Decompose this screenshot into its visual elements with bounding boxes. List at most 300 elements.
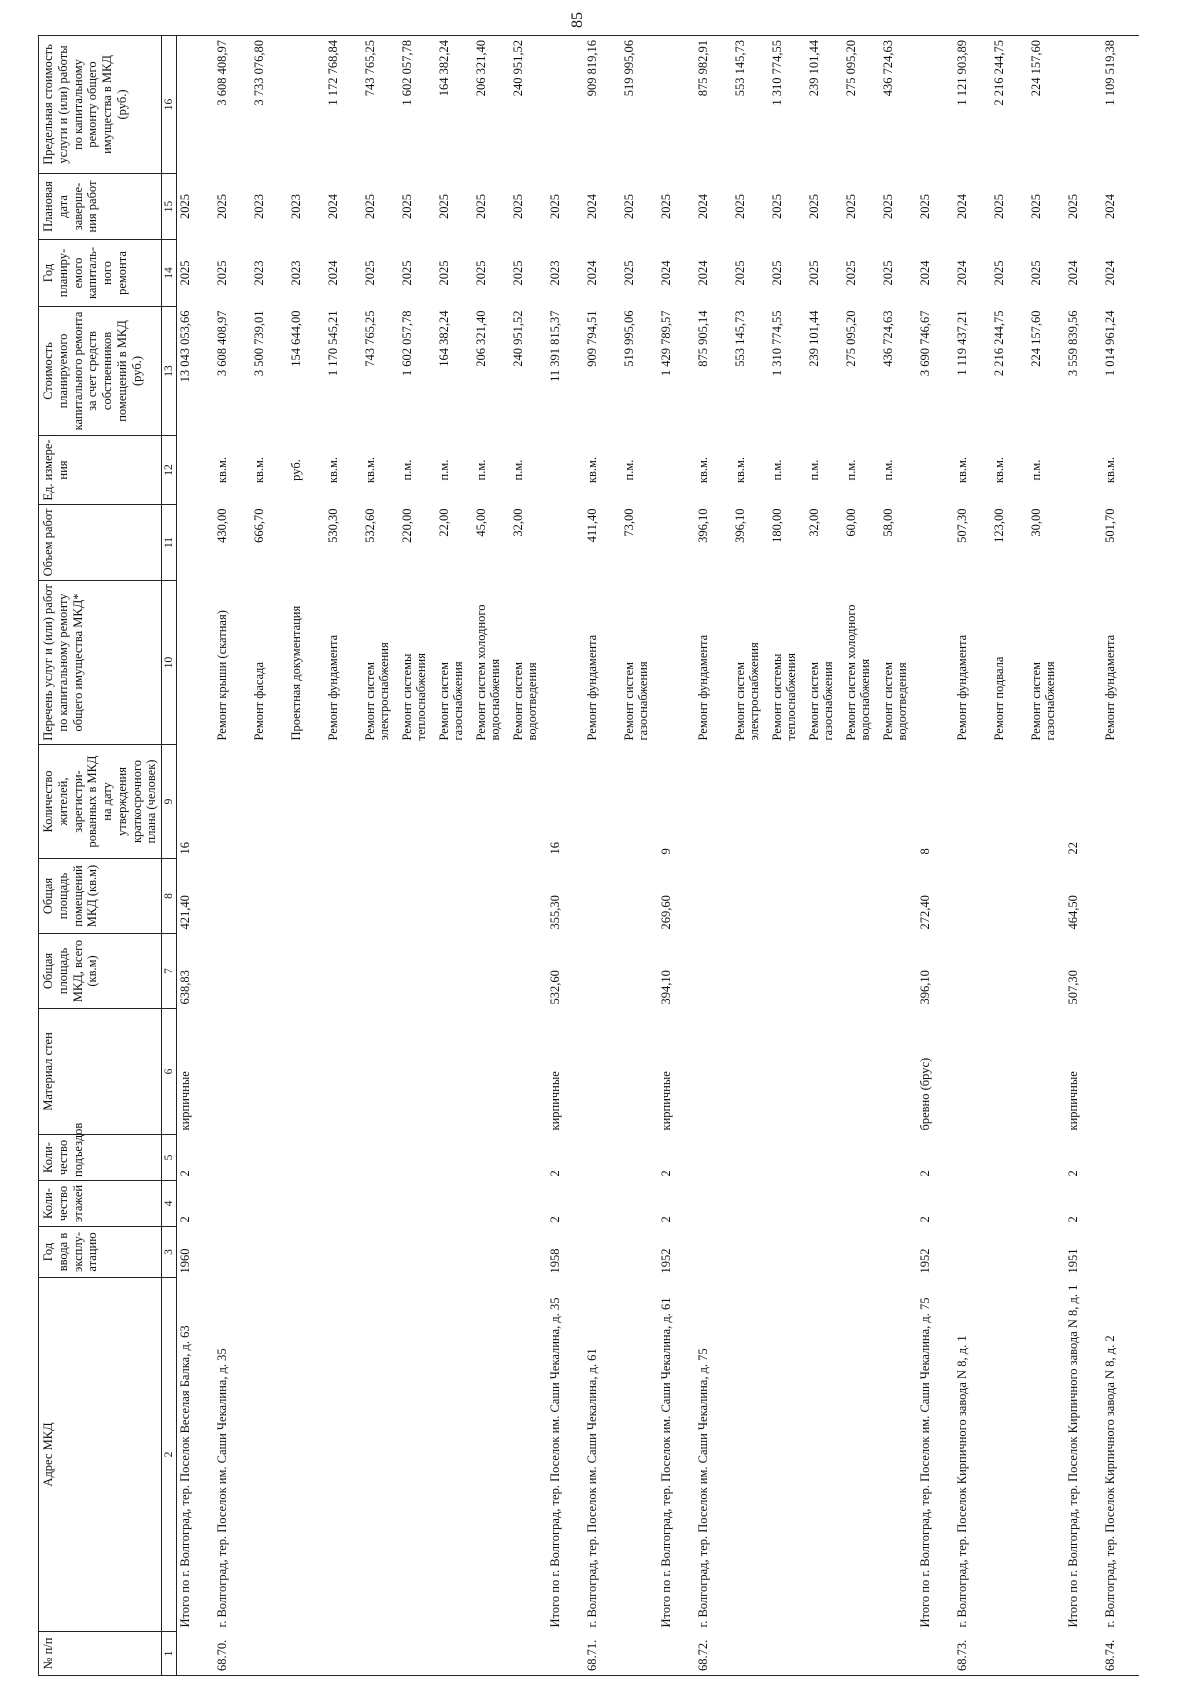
cell-col-14: 2025 xyxy=(474,260,488,286)
cell-col-7 xyxy=(214,934,251,1009)
cell-col-6 xyxy=(436,1009,473,1135)
cell-col-2: г. Волгоград, тер. Поселок им. Саши Чекалина, д. 61 xyxy=(585,1348,599,1628)
cell-col-16: 875 982,91 xyxy=(695,36,732,174)
cell-col-9: 9 xyxy=(659,848,673,855)
cell-col-15: 2025 xyxy=(474,194,488,219)
cell-col-7 xyxy=(362,934,399,1009)
cell-col-6 xyxy=(584,1009,621,1135)
cell-col-6 xyxy=(695,1009,732,1135)
cell-col-5 xyxy=(1028,1135,1065,1181)
cell-col-7 xyxy=(436,934,473,1009)
cell-col-16: 743 765,25 xyxy=(362,36,399,174)
cell-col-14: 2025 xyxy=(881,260,895,286)
cell-col-9 xyxy=(325,745,362,859)
cell-col-16: 164 382,24 xyxy=(436,36,473,174)
cell-col-3 xyxy=(843,1227,880,1278)
cell-col-13: 519 995,06 xyxy=(622,310,636,367)
cell-col-7 xyxy=(806,934,843,1009)
cell-col-6 xyxy=(399,1009,436,1135)
cell-col-10: Ремонт системы теплоснабжения xyxy=(770,653,798,741)
cell-col-10: Ремонт систем газоснабжения xyxy=(622,661,650,741)
cell-col-14: 2025 xyxy=(844,260,858,286)
cell-col-1 xyxy=(325,1632,362,1676)
cell-col-5 xyxy=(288,1135,325,1181)
cell-col-11: 396,10 xyxy=(733,508,747,543)
cell-col-16 xyxy=(917,36,954,174)
cell-col-3 xyxy=(695,1227,732,1278)
cell-col-15: 2025 xyxy=(548,194,562,219)
cell-col-8: 272,40 xyxy=(918,895,932,930)
cell-col-13: 239 101,44 xyxy=(807,310,821,367)
cell-col-15: 2025 xyxy=(844,194,858,219)
cell-col-6: бревно (брус) xyxy=(918,1057,932,1131)
cell-col-11 xyxy=(547,505,584,581)
cell-col-8: 355,30 xyxy=(548,895,562,930)
cell-col-1 xyxy=(843,1632,880,1676)
cell-col-16 xyxy=(1065,36,1102,174)
cell-col-6 xyxy=(621,1009,658,1135)
cell-col-10: Ремонт систем газоснабжения xyxy=(437,661,465,741)
header-row xyxy=(39,36,162,1676)
cell-col-6 xyxy=(1102,1009,1139,1135)
cell-col-13: 1 429 789,57 xyxy=(659,310,673,377)
cell-col-9 xyxy=(954,745,991,859)
cell-col-11 xyxy=(917,505,954,581)
cell-col-10: Ремонт системы теплоснабжения xyxy=(400,653,428,741)
column-header-2: Адрес МКД xyxy=(39,1278,162,1632)
cell-col-5 xyxy=(880,1135,917,1181)
cell-col-8 xyxy=(436,859,473,934)
cell-col-2 xyxy=(362,1278,399,1632)
cell-col-14: 2025 xyxy=(992,260,1006,286)
cell-col-7 xyxy=(1028,934,1065,1009)
cell-col-5 xyxy=(621,1135,658,1181)
cell-col-1: 68.74. xyxy=(1102,1632,1139,1676)
cell-col-14: 2025 xyxy=(437,260,451,286)
cell-col-15: 2025 xyxy=(215,194,229,219)
cell-col-11 xyxy=(288,505,325,581)
cell-col-13: 743 765,25 xyxy=(363,310,377,367)
cell-col-4 xyxy=(880,1181,917,1227)
cell-col-7 xyxy=(695,934,732,1009)
rotated-table-page xyxy=(38,36,1178,1676)
cell-col-13: 3 690 746,67 xyxy=(918,310,932,377)
cell-col-8 xyxy=(991,859,1028,934)
column-number-6: 6 xyxy=(162,1009,177,1135)
cell-col-12: кв.м. xyxy=(955,456,969,484)
cell-col-13: 275 095,20 xyxy=(844,310,858,367)
cell-col-1 xyxy=(547,1632,584,1676)
cell-col-8 xyxy=(732,859,769,934)
cell-col-12: кв.м. xyxy=(215,456,229,484)
cell-col-14: 2024 xyxy=(696,260,710,286)
cell-col-16: 519 995,06 xyxy=(621,36,658,174)
column-number-4: 4 xyxy=(162,1181,177,1227)
cell-col-10 xyxy=(1065,581,1102,745)
cell-col-8 xyxy=(769,859,806,934)
cell-col-10: Ремонт систем водоотведения xyxy=(511,662,539,741)
cell-col-2 xyxy=(991,1278,1028,1632)
cell-col-1: 68.73. xyxy=(954,1632,991,1676)
cell-col-8 xyxy=(621,859,658,934)
cell-col-3 xyxy=(1028,1227,1065,1278)
cell-col-12: п.м. xyxy=(511,459,525,481)
cell-col-13: 240 951,52 xyxy=(511,310,525,367)
cell-col-2: г. Волгоград, тер. Поселок Кирпичного завода N 8, д. 1 xyxy=(955,1335,969,1628)
cell-col-14: 2025 xyxy=(1029,260,1043,286)
cell-col-15: 2024 xyxy=(955,194,969,219)
cell-col-10: Ремонт фундамента xyxy=(955,634,969,741)
table-row xyxy=(436,36,473,1676)
column-header-7: Общая площадь МКД, всего (кв.м) xyxy=(39,934,162,1009)
cell-col-8 xyxy=(695,859,732,934)
cell-col-4 xyxy=(806,1181,843,1227)
cell-col-4: 2 xyxy=(918,1216,932,1223)
table-row xyxy=(1102,36,1139,1676)
cell-col-15: 2024 xyxy=(326,194,340,219)
column-header-1: № п/п xyxy=(39,1632,162,1676)
cell-col-11: 532,60 xyxy=(363,508,377,543)
cell-col-10: Ремонт систем холодного водоснабжения xyxy=(474,604,502,741)
cell-col-4 xyxy=(621,1181,658,1227)
cell-col-16: 240 951,52 xyxy=(510,36,547,174)
column-number-10: 10 xyxy=(162,581,177,745)
cell-col-1 xyxy=(473,1632,510,1676)
cell-col-16: 3 733 076,80 xyxy=(251,36,288,174)
column-number-1: 1 xyxy=(162,1632,177,1676)
cell-col-15: 2023 xyxy=(252,194,266,219)
cell-col-3: 1952 xyxy=(918,1248,932,1274)
cell-col-7: 507,30 xyxy=(1066,970,1080,1005)
cell-col-9: 8 xyxy=(918,848,932,855)
cell-col-13: 164 382,24 xyxy=(437,310,451,367)
cell-col-1: 68.70. xyxy=(214,1632,251,1676)
cell-col-15: 2025 xyxy=(400,194,414,219)
cell-col-7 xyxy=(251,934,288,1009)
cell-col-8 xyxy=(288,859,325,934)
table-body xyxy=(177,36,1140,1676)
cell-col-7 xyxy=(621,934,658,1009)
cell-col-7 xyxy=(584,934,621,1009)
cell-col-2 xyxy=(473,1278,510,1632)
cell-col-6 xyxy=(510,1009,547,1135)
table-row xyxy=(843,36,880,1676)
cell-col-11: 507,30 xyxy=(955,508,969,543)
cell-col-1 xyxy=(510,1632,547,1676)
table-row xyxy=(251,36,288,1676)
cell-col-14: 2025 xyxy=(511,260,525,286)
column-header-10: Перечень услуг и (или) работ по капитальному ремонту общего имущества МКД* xyxy=(39,581,162,745)
cell-col-13: 11 391 815,37 xyxy=(548,310,562,382)
cell-col-16 xyxy=(547,36,584,174)
cell-col-9 xyxy=(399,745,436,859)
cell-col-13: 224 157,60 xyxy=(1029,310,1043,367)
cell-col-2: Итого по г. Волгоград, тер. Поселок им. Саши Чекалина, д. 61 xyxy=(659,1297,673,1628)
cell-col-4 xyxy=(251,1181,288,1227)
cell-col-12: п.м. xyxy=(437,459,451,481)
cell-col-16: 1 109 519,38 xyxy=(1102,36,1139,174)
cell-col-1 xyxy=(399,1632,436,1676)
table-row xyxy=(806,36,843,1676)
cell-col-10: Ремонт систем газоснабжения xyxy=(1029,661,1057,741)
cell-col-6 xyxy=(251,1009,288,1135)
cell-col-5 xyxy=(584,1135,621,1181)
cell-col-10: Проектная документация xyxy=(289,605,303,741)
cell-col-8 xyxy=(1028,859,1065,934)
cell-col-12 xyxy=(917,436,954,505)
cell-col-5 xyxy=(732,1135,769,1181)
cell-col-13: 553 145,73 xyxy=(733,310,747,367)
cell-col-2: г. Волгоград, тер. Поселок Кирпичного завода N 8, д. 2 xyxy=(1103,1335,1117,1628)
cell-col-11: 30,00 xyxy=(1029,508,1043,537)
cell-col-5 xyxy=(510,1135,547,1181)
cell-col-2: Итого по г. Волгоград, тер. Поселок Веселая Балка, д. 63 xyxy=(178,1325,192,1628)
cell-col-6 xyxy=(806,1009,843,1135)
cell-col-4 xyxy=(732,1181,769,1227)
cell-col-2 xyxy=(288,1278,325,1632)
cell-col-15: 2025 xyxy=(1029,194,1043,219)
cell-col-13: 1 119 437,21 xyxy=(955,310,969,376)
cell-col-5 xyxy=(251,1135,288,1181)
cell-col-15: 2025 xyxy=(659,194,673,219)
cell-col-6 xyxy=(843,1009,880,1135)
cell-col-14: 2023 xyxy=(548,260,562,286)
cell-col-14: 2025 xyxy=(215,260,229,286)
cell-col-12: кв.м. xyxy=(363,456,377,484)
cell-col-9 xyxy=(991,745,1028,859)
cell-col-15: 2024 xyxy=(585,194,599,219)
cell-col-1 xyxy=(917,1632,954,1676)
column-header-11: Объем работ xyxy=(39,505,162,581)
cell-col-7: 396,10 xyxy=(918,970,932,1005)
cell-col-10: Ремонт фундамента xyxy=(326,634,340,741)
cell-col-14: 2025 xyxy=(400,260,414,286)
table-row xyxy=(1065,36,1102,1676)
cell-col-5: 2 xyxy=(1066,1170,1080,1177)
cell-col-2: г. Волгоград, тер. Поселок им. Саши Чекалина, д. 75 xyxy=(696,1348,710,1628)
cell-col-3: 1952 xyxy=(659,1248,673,1274)
cell-col-16: 909 819,16 xyxy=(584,36,621,174)
column-header-16: Предельная стоимость услуги и (или) работы по капитальному ремонту общего имущества в МКД (руб.) xyxy=(39,36,162,174)
cell-col-8 xyxy=(510,859,547,934)
table-row xyxy=(658,36,695,1676)
cell-col-14: 2024 xyxy=(918,260,932,286)
column-header-3: Год ввода в эксплу-атацию xyxy=(39,1227,162,1278)
cell-col-5 xyxy=(954,1135,991,1181)
cell-col-12: кв.м. xyxy=(1103,456,1117,484)
cell-col-2: г. Волгоград, тер. Поселок им. Саши Чекалина, д. 35 xyxy=(215,1348,229,1628)
cell-col-11 xyxy=(1065,505,1102,581)
cell-col-1 xyxy=(621,1632,658,1676)
cell-col-2 xyxy=(880,1278,917,1632)
cell-col-4 xyxy=(1102,1181,1139,1227)
cell-col-11: 180,00 xyxy=(770,508,784,543)
cell-col-5: 2 xyxy=(548,1170,562,1177)
column-number-12: 12 xyxy=(162,436,177,505)
cell-col-3 xyxy=(473,1227,510,1278)
table-row xyxy=(917,36,954,1676)
cell-col-14: 2025 xyxy=(622,260,636,286)
cell-col-9: 22 xyxy=(1066,842,1080,855)
table-row xyxy=(510,36,547,1676)
cell-col-8 xyxy=(251,859,288,934)
cell-col-9 xyxy=(510,745,547,859)
cell-col-12: руб. xyxy=(289,459,303,481)
cell-col-12 xyxy=(1065,436,1102,505)
cell-col-12: п.м. xyxy=(881,459,895,481)
cell-col-12: кв.м. xyxy=(733,456,747,484)
cell-col-12 xyxy=(658,436,695,505)
cell-col-12: п.м. xyxy=(770,459,784,481)
cell-col-15: 2025 xyxy=(437,194,451,219)
cell-col-7 xyxy=(843,934,880,1009)
cell-col-1 xyxy=(288,1632,325,1676)
column-header-13: Стоимость планируемого капитального ремонта за счет средств собственников помещений в МКД (руб.) xyxy=(39,307,162,436)
cell-col-6 xyxy=(732,1009,769,1135)
cell-col-14: 2024 xyxy=(659,260,673,286)
cell-col-11: 123,00 xyxy=(992,508,1006,543)
cell-col-7: 532,60 xyxy=(548,970,562,1005)
cell-col-14: 2025 xyxy=(363,260,377,286)
cell-col-16: 436 724,63 xyxy=(880,36,917,174)
cell-col-10 xyxy=(658,581,695,745)
cell-col-8 xyxy=(473,859,510,934)
column-number-row xyxy=(162,36,177,1676)
cell-col-8 xyxy=(584,859,621,934)
cell-col-16 xyxy=(658,36,695,174)
cell-col-6: кирпичные xyxy=(1066,1071,1080,1131)
cell-col-9 xyxy=(251,745,288,859)
cell-col-10: Ремонт фундамента xyxy=(1103,634,1117,741)
cell-col-1 xyxy=(251,1632,288,1676)
cell-col-1: 68.72. xyxy=(695,1632,732,1676)
cell-col-16: 1 172 768,84 xyxy=(325,36,362,174)
cell-col-5 xyxy=(214,1135,251,1181)
cell-col-3 xyxy=(584,1227,621,1278)
cell-col-9 xyxy=(621,745,658,859)
cell-col-11: 60,00 xyxy=(844,508,858,537)
cell-col-3 xyxy=(991,1227,1028,1278)
table-row xyxy=(695,36,732,1676)
cell-col-12: кв.м. xyxy=(585,456,599,484)
cell-col-2 xyxy=(251,1278,288,1632)
cell-col-4 xyxy=(843,1181,880,1227)
cell-col-3 xyxy=(399,1227,436,1278)
table-row xyxy=(732,36,769,1676)
cell-col-13: 875 905,14 xyxy=(696,310,710,367)
cell-col-8 xyxy=(214,859,251,934)
cell-col-6 xyxy=(362,1009,399,1135)
cell-col-3 xyxy=(436,1227,473,1278)
column-header-6: Материал стен xyxy=(39,1009,162,1135)
cell-col-3: 1951 xyxy=(1066,1248,1080,1274)
cell-col-5 xyxy=(991,1135,1028,1181)
column-number-15: 15 xyxy=(162,174,177,240)
cell-col-9 xyxy=(806,745,843,859)
cell-col-11: 411,40 xyxy=(585,508,599,543)
cell-col-3 xyxy=(732,1227,769,1278)
cell-col-8 xyxy=(954,859,991,934)
cell-col-9 xyxy=(1102,745,1139,859)
column-header-12: Ед. измере-ния xyxy=(39,436,162,505)
cell-col-4 xyxy=(399,1181,436,1227)
cell-col-11: 430,00 xyxy=(215,508,229,543)
cell-col-8 xyxy=(806,859,843,934)
cell-col-4: 2 xyxy=(178,1216,192,1223)
cell-col-10: Ремонт крыши (скатная) xyxy=(215,610,229,741)
cell-col-13: 1 014 961,24 xyxy=(1103,310,1117,377)
cell-col-12 xyxy=(177,436,215,505)
cell-col-3 xyxy=(769,1227,806,1278)
cell-col-12: п.м. xyxy=(622,459,636,481)
cell-col-4 xyxy=(473,1181,510,1227)
cell-col-4: 2 xyxy=(1066,1216,1080,1223)
column-number-14: 14 xyxy=(162,240,177,307)
cell-col-15: 2025 xyxy=(807,194,821,219)
cell-col-4 xyxy=(510,1181,547,1227)
cell-col-6 xyxy=(288,1009,325,1135)
cell-col-13: 3 500 739,01 xyxy=(252,310,266,377)
cell-col-7 xyxy=(769,934,806,1009)
cell-col-9 xyxy=(769,745,806,859)
cell-col-6 xyxy=(1028,1009,1065,1135)
cell-col-11: 396,10 xyxy=(696,508,710,543)
cell-col-14: 2024 xyxy=(1103,260,1117,286)
cell-col-8: 421,40 xyxy=(178,895,192,930)
cell-col-7 xyxy=(954,934,991,1009)
cell-col-11 xyxy=(658,505,695,581)
cell-col-13: 436 724,63 xyxy=(881,310,895,367)
cell-col-1 xyxy=(991,1632,1028,1676)
table-row xyxy=(991,36,1028,1676)
cell-col-6 xyxy=(214,1009,251,1135)
cell-col-5 xyxy=(399,1135,436,1181)
table-row xyxy=(399,36,436,1676)
cell-col-14: 2024 xyxy=(1066,260,1080,286)
cell-col-6: кирпичные xyxy=(178,1071,192,1131)
cell-col-12: п.м. xyxy=(474,459,488,481)
cell-col-4 xyxy=(695,1181,732,1227)
cell-col-7 xyxy=(510,934,547,1009)
cell-col-4 xyxy=(362,1181,399,1227)
cell-col-10: Ремонт систем водоотведения xyxy=(881,662,909,741)
cell-col-6 xyxy=(473,1009,510,1135)
cell-col-3 xyxy=(806,1227,843,1278)
cell-col-14: 2024 xyxy=(326,260,340,286)
cell-col-12: п.м. xyxy=(807,459,821,481)
cell-col-12 xyxy=(547,436,584,505)
capital-repair-table xyxy=(38,35,1139,1676)
cell-col-2: Итого по г. Волгоград, тер. Поселок им. Саши Чекалина, д. 75 xyxy=(918,1297,932,1628)
cell-col-3 xyxy=(325,1227,362,1278)
cell-col-15: 2025 xyxy=(733,194,747,219)
cell-col-4 xyxy=(214,1181,251,1227)
table-row xyxy=(621,36,658,1676)
cell-col-9 xyxy=(473,745,510,859)
table-row xyxy=(954,36,991,1676)
cell-col-4 xyxy=(1028,1181,1065,1227)
cell-col-15: 2025 xyxy=(622,194,636,219)
cell-col-13: 1 310 774,55 xyxy=(770,310,784,377)
cell-col-11: 530,30 xyxy=(326,508,340,543)
cell-col-3 xyxy=(214,1227,251,1278)
cell-col-3 xyxy=(621,1227,658,1278)
cell-col-3 xyxy=(251,1227,288,1278)
column-header-15: Плановая дата заверше-ния работ xyxy=(39,174,162,240)
cell-col-13: 909 794,51 xyxy=(585,310,599,367)
cell-col-13: 3 559 839,56 xyxy=(1066,310,1080,377)
cell-col-5 xyxy=(362,1135,399,1181)
